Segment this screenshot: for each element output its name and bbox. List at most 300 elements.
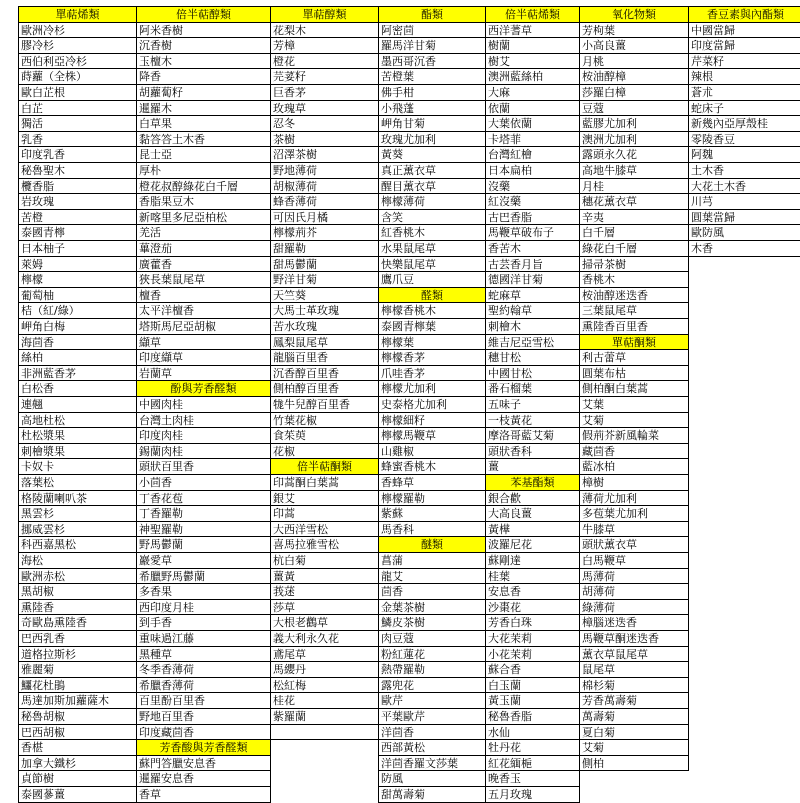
table-cell: 野洋甘菊 xyxy=(270,271,379,288)
table-cell: 辛夷 xyxy=(579,209,689,226)
table-cell: 橙花 xyxy=(270,53,379,70)
table-cell: 中國當歸 xyxy=(688,22,800,39)
table-cell: 鼠尾草 xyxy=(579,661,689,678)
table-cell: 熱帶羅勒 xyxy=(378,661,486,678)
table-cell: 百里酚百里香 xyxy=(136,692,271,709)
table-cell: 紫羅蘭 xyxy=(270,708,379,725)
table-cell: 聖約翰草 xyxy=(485,302,580,319)
table-cell: 秘魯香脂 xyxy=(485,708,580,725)
table-cell: 桂葉 xyxy=(485,568,580,585)
table-cell: 野地薄荷 xyxy=(270,162,379,179)
table-cell: 樹艾 xyxy=(485,53,580,70)
table-cell: 岩玫瑰 xyxy=(18,193,137,210)
category-header: 醚類 xyxy=(378,536,486,553)
table-cell: 馬鞭草酮迷迭香 xyxy=(579,630,689,647)
table-cell: 丁香羅勒 xyxy=(136,505,271,522)
table-cell: 台灣土肉桂 xyxy=(136,412,271,429)
table-cell: 假荊芥新風輪菜 xyxy=(579,427,689,444)
table-cell: 蘇剛達 xyxy=(485,552,580,569)
table-cell: 小花茉莉 xyxy=(485,646,580,663)
table-cell: 多苞葉尤加利 xyxy=(579,505,689,522)
table-cell: 防風 xyxy=(378,770,486,787)
category-header: 酚與芳香醛類 xyxy=(136,380,271,397)
table-cell: 雅麗菊 xyxy=(18,661,137,678)
table-cell: 肉豆蔻 xyxy=(378,630,486,647)
table-cell: 檸檬荊芥 xyxy=(270,224,379,241)
table-cell: 加拿大鐵杉 xyxy=(18,755,137,772)
table-cell: 野馬鬱蘭 xyxy=(136,536,271,553)
category-header: 芳香酸與芳香醛類 xyxy=(136,739,271,756)
table-cell: 歐防風 xyxy=(688,224,800,241)
table-cell: 黑種草 xyxy=(136,646,271,663)
table-cell: 月桃 xyxy=(579,53,689,70)
table-cell: 刺檜漿果 xyxy=(18,443,137,460)
table-cell: 茶樹 xyxy=(270,131,379,148)
table-cell: 桉油醇迷迭香 xyxy=(579,287,689,304)
table-cell: 紅花緬梔 xyxy=(485,755,580,772)
table-cell: 側柏 xyxy=(579,755,689,772)
table-cell: 洋茴香 xyxy=(378,724,486,741)
table-cell: 馬鞭草破布子 xyxy=(485,224,580,241)
table-cell: 新幾內亞厚殼桂 xyxy=(688,115,800,132)
table-cell: 巨香茅 xyxy=(270,84,379,101)
table-cell: 歐洲赤松 xyxy=(18,568,137,585)
column-header: 單萜醇類 xyxy=(270,6,379,23)
table-cell: 馬達加斯加蘿薩木 xyxy=(18,692,137,709)
table-cell: 香脂果豆木 xyxy=(136,193,271,210)
table-cell xyxy=(270,724,379,741)
table-cell: 挪威雲杉 xyxy=(18,521,137,538)
table-cell: 降香 xyxy=(136,68,271,85)
table-cell: 芳枸葉 xyxy=(579,22,689,39)
table-cell: 牛膝草 xyxy=(579,521,689,538)
table-cell: 夏白菊 xyxy=(579,724,689,741)
table-cell: 西洋蓍草 xyxy=(485,22,580,39)
table-cell: 苦水玫瑰 xyxy=(270,318,379,335)
table-cell: 竹葉花椒 xyxy=(270,412,379,429)
table-cell: 艾菊 xyxy=(579,739,689,756)
table-cell: 水果鼠尾草 xyxy=(378,240,486,257)
table-cell: 銀艾 xyxy=(270,490,379,507)
table-cell: 科西嘉黑松 xyxy=(18,536,137,553)
table-cell: 中國肉桂 xyxy=(136,396,271,413)
table-cell: 真正薰衣草 xyxy=(378,162,486,179)
table-cell: 欖香脂 xyxy=(18,178,137,195)
table-cell: 綠薄荷 xyxy=(579,599,689,616)
table-cell: 忍冬 xyxy=(270,115,379,132)
table-cell: 平葉歐芹 xyxy=(378,708,486,725)
table-cell: 西部黃松 xyxy=(378,739,486,756)
table-cell: 快樂鼠尾草 xyxy=(378,256,486,273)
table-cell: 萬壽菊 xyxy=(579,708,689,725)
table-cell: 薑黃 xyxy=(270,568,379,585)
table-cell: 桔（紅/綠） xyxy=(18,302,137,319)
table-cell: 玫瑰尤加利 xyxy=(378,131,486,148)
table-cell: 月桂 xyxy=(579,178,689,195)
table-cell: 蘇門答臘安息香 xyxy=(136,755,271,772)
table-cell: 檸檬香桃木 xyxy=(378,302,486,319)
table-cell: 小飛蓬 xyxy=(378,100,486,117)
table-cell: 海茴香 xyxy=(18,334,137,351)
table-cell: 羌活 xyxy=(136,224,271,241)
table-cell: 檸檬尤加利 xyxy=(378,380,486,397)
table-cell: 檸檬薄荷 xyxy=(378,193,486,210)
table-cell: 檸檬葉 xyxy=(378,334,486,351)
table-cell: 歐洲冷杉 xyxy=(18,22,137,39)
table-cell: 苦橙 xyxy=(18,209,137,226)
table-cell: 希臘野馬鬱蘭 xyxy=(136,568,271,585)
table-cell: 茴香 xyxy=(378,583,486,600)
table-cell: 花椒 xyxy=(270,443,379,460)
table-cell: 高地牛膝草 xyxy=(579,162,689,179)
table-cell: 川芎 xyxy=(688,193,800,210)
table-cell: 甜馬鬱蘭 xyxy=(270,256,379,273)
table-cell: 芳香白珠 xyxy=(485,614,580,631)
table-cell: 艾菊 xyxy=(579,412,689,429)
table-cell: 巴西胡椒 xyxy=(18,724,137,741)
table-cell: 可因氏月橘 xyxy=(270,209,379,226)
table-cell: 泰國青檸 xyxy=(18,224,137,241)
table-cell: 紅香桃木 xyxy=(378,224,486,241)
table-cell: 橙花叔醇綠花白千層 xyxy=(136,178,271,195)
table-cell: 丁香花苞 xyxy=(136,490,271,507)
table-cell: 義大利永久花 xyxy=(270,630,379,647)
table-cell: 香苦木 xyxy=(485,240,580,257)
table-cell: 熏陸香百里香 xyxy=(579,318,689,335)
table-cell: 龍艾 xyxy=(378,568,486,585)
category-header: 單萜酮類 xyxy=(579,334,689,351)
table-cell: 樟腦迷迭香 xyxy=(579,614,689,631)
table-cell: 蛇床子 xyxy=(688,100,800,117)
table-cell: 圓葉當歸 xyxy=(688,209,800,226)
table-cell: 古芸香月旨 xyxy=(485,256,580,273)
table-cell: 墨西哥沉香 xyxy=(378,53,486,70)
table-cell: 菖蒲 xyxy=(378,552,486,569)
table-cell: 貞節樹 xyxy=(18,770,137,787)
table-cell: 艾葉 xyxy=(579,396,689,413)
table-cell: 阿密茴 xyxy=(378,22,486,39)
table-cell: 胡蘿蔔籽 xyxy=(136,84,271,101)
table-cell: 阿魏 xyxy=(688,146,800,163)
table-cell: 日本扁柏 xyxy=(485,162,580,179)
table-cell: 白千層 xyxy=(579,224,689,241)
column-header: 倍半萜醇類 xyxy=(136,6,271,23)
table-cell: 棉杉菊 xyxy=(579,677,689,694)
table-cell: 廣藿香 xyxy=(136,256,271,273)
table-cell: 一枝黃花 xyxy=(485,412,580,429)
table-cell: 黃玉蘭 xyxy=(485,692,580,709)
table-cell: 纈草 xyxy=(136,334,271,351)
table-cell: 台灣紅檜 xyxy=(485,146,580,163)
table-cell: 錫蘭肉桂 xyxy=(136,443,271,460)
table-cell: 鱗皮茶樹 xyxy=(378,614,486,631)
table-cell: 大根老鸛草 xyxy=(270,614,379,631)
table-cell: 西伯利亞冷杉 xyxy=(18,53,137,70)
table-cell: 蘇合香 xyxy=(485,661,580,678)
table-cell: 龍腦百里香 xyxy=(270,349,379,366)
table-cell: 山雞椒 xyxy=(378,443,486,460)
table-cell: 佛手柑 xyxy=(378,84,486,101)
table-cell: 沼澤茶樹 xyxy=(270,146,379,163)
table-cell: 紫蘇 xyxy=(378,505,486,522)
table-cell: 側柏酮白葉蒿 xyxy=(579,380,689,397)
table-cell: 秘魯聖木 xyxy=(18,162,137,179)
table-cell: 卡塔菲 xyxy=(485,131,580,148)
table-cell: 藍膠尤加利 xyxy=(579,115,689,132)
table-cell: 樹蘭 xyxy=(485,37,580,54)
table-cell: 薑 xyxy=(485,458,580,475)
table-cell: 秘魯胡椒 xyxy=(18,708,137,725)
table-cell: 白玉蘭 xyxy=(485,677,580,694)
table-cell: 芳香萬壽菊 xyxy=(579,692,689,709)
table-cell: 五月玫瑰 xyxy=(485,786,580,803)
table-cell: 白馬鞭草 xyxy=(579,552,689,569)
table-cell: 岬角白梅 xyxy=(18,318,137,335)
table-cell: 白草果 xyxy=(136,115,271,132)
table-cell: 巖愛草 xyxy=(136,552,271,569)
table-cell: 薄荷尤加利 xyxy=(579,490,689,507)
table-cell: 牻牛兒醇百里香 xyxy=(270,396,379,413)
table-cell: 獨活 xyxy=(18,115,137,132)
table-cell: 胡椒薄荷 xyxy=(270,178,379,195)
table-cell: 野地百里香 xyxy=(136,708,271,725)
table-cell: 小茴香 xyxy=(136,474,271,491)
table-cell: 冬季香薄荷 xyxy=(136,661,271,678)
table-cell: 羅馬洋甘菊 xyxy=(378,37,486,54)
table-cell: 大西洋雪松 xyxy=(270,521,379,538)
table-cell: 印度當歸 xyxy=(688,37,800,54)
table-cell: 多香果 xyxy=(136,583,271,600)
table-cell: 頭狀百里香 xyxy=(136,458,271,475)
table-cell: 馬纓丹 xyxy=(270,661,379,678)
table-cell: 露頭永久花 xyxy=(579,146,689,163)
table-cell: 熏陸香 xyxy=(18,599,137,616)
table-cell: 黑雲杉 xyxy=(18,505,137,522)
table-cell: 紅沒藥 xyxy=(485,193,580,210)
table-cell: 印度藏茴香 xyxy=(136,724,271,741)
table-cell: 白芷 xyxy=(18,100,137,117)
table-cell: 暹羅安息香 xyxy=(136,770,271,787)
table-cell: 苦橙葉 xyxy=(378,68,486,85)
table-cell: 天竺葵 xyxy=(270,287,379,304)
table-cell: 晚香玉 xyxy=(485,770,580,787)
table-cell: 香草 xyxy=(136,786,271,803)
table-cell: 粉紅蓮花 xyxy=(378,646,486,663)
table-cell: 金葉茶樹 xyxy=(378,599,486,616)
table-cell: 芳樟 xyxy=(270,37,379,54)
table-cell: 暹羅木 xyxy=(136,100,271,117)
table-cell: 頭狀薰衣草 xyxy=(579,536,689,553)
table-cell: 胡薄荷 xyxy=(579,583,689,600)
table-cell: 掃帚茶樹 xyxy=(579,256,689,273)
table-cell: 穗花薰衣草 xyxy=(579,193,689,210)
table-cell: 新喀里多尼亞柏松 xyxy=(136,209,271,226)
table-cell: 高地杜松 xyxy=(18,412,137,429)
table-cell: 洋茴香羅文莎葉 xyxy=(378,755,486,772)
table-cell: 豆蔻 xyxy=(579,100,689,117)
table-cell: 蒼朮 xyxy=(688,84,800,101)
table-cell: 古巴香脂 xyxy=(485,209,580,226)
table-cell: 露兜花 xyxy=(378,677,486,694)
column-header: 氧化物類 xyxy=(579,6,689,23)
table-cell: 大麻 xyxy=(485,84,580,101)
table-cell: 印度乳香 xyxy=(18,146,137,163)
table-cell: 沉香醇百里香 xyxy=(270,365,379,382)
table-cell: 乳香 xyxy=(18,131,137,148)
table-cell: 大葉依蘭 xyxy=(485,115,580,132)
table-cell: 五味子 xyxy=(485,396,580,413)
table-cell: 膠冷杉 xyxy=(18,37,137,54)
table-cell: 食茱萸 xyxy=(270,427,379,444)
table-cell: 桂花 xyxy=(270,692,379,709)
table-cell: 印度肉桂 xyxy=(136,427,271,444)
table-cell: 松紅梅 xyxy=(270,677,379,694)
table-cell: 杜松漿果 xyxy=(18,427,137,444)
table-cell: 含笑 xyxy=(378,209,486,226)
table-cell: 岩蘭草 xyxy=(136,365,271,382)
table-cell: 沒藥 xyxy=(485,178,580,195)
table-cell: 圓葉布枯 xyxy=(579,365,689,382)
table-cell: 小高良薑 xyxy=(579,37,689,54)
table-cell: 甜羅勒 xyxy=(270,240,379,257)
table-cell: 藏茴香 xyxy=(579,443,689,460)
table-cell: 蛇麻草 xyxy=(485,287,580,304)
table-cell: 昆士亞 xyxy=(136,146,271,163)
table-cell: 希臘香薄荷 xyxy=(136,677,271,694)
table-cell: 蓽澄茄 xyxy=(136,240,271,257)
category-header: 倍半萜酮類 xyxy=(270,458,379,475)
table-cell: 海松 xyxy=(18,552,137,569)
table-cell: 連翹 xyxy=(18,396,137,413)
category-header: 苯基酯類 xyxy=(485,474,580,491)
table-cell: 鷹爪豆 xyxy=(378,271,486,288)
table-cell: 萊姆 xyxy=(18,256,137,273)
table-cell: 澳洲藍絲柏 xyxy=(485,68,580,85)
table-cell: 非洲藍香茅 xyxy=(18,365,137,382)
table-cell: 中國甘松 xyxy=(485,365,580,382)
table-cell: 甜萬壽菊 xyxy=(378,786,486,803)
table-cell: 花梨木 xyxy=(270,22,379,39)
table-cell: 莎草 xyxy=(270,599,379,616)
table-cell: 薰衣草鼠尾草 xyxy=(579,646,689,663)
table-cell: 沙棗花 xyxy=(485,599,580,616)
table-cell: 爪哇香茅 xyxy=(378,365,486,382)
table-cell: 沉香樹 xyxy=(136,37,271,54)
table-cell: 印蒿 xyxy=(270,505,379,522)
table-cell: 蜂香薄荷 xyxy=(270,193,379,210)
table-cell: 馬香科 xyxy=(378,521,486,538)
table-cell: 銀合歡 xyxy=(485,490,580,507)
table-cell: 鳶尾草 xyxy=(270,646,379,663)
table-cell: 杭白菊 xyxy=(270,552,379,569)
table-cell: 落葉松 xyxy=(18,474,137,491)
table-cell: 史泰格尤加利 xyxy=(378,396,486,413)
table-cell: 維吉尼亞雪松 xyxy=(485,334,580,351)
table-cell: 水仙 xyxy=(485,724,580,741)
table-cell: 樟樹 xyxy=(579,474,689,491)
table-cell: 喜馬拉雅雪松 xyxy=(270,536,379,553)
table-cell: 絲柏 xyxy=(18,349,137,366)
table-cell: 芫荽籽 xyxy=(270,68,379,85)
table-cell: 卡奴卡 xyxy=(18,458,137,475)
table-cell: 到手香 xyxy=(136,614,271,631)
column-header: 倍半萜烯類 xyxy=(485,6,580,23)
table-cell: 蒔蘿（全株） xyxy=(18,68,137,85)
table-cell: 格陵蘭喇叭茶 xyxy=(18,490,137,507)
table-cell: 狹長葉鼠尾草 xyxy=(136,271,271,288)
table-cell: 香桃木 xyxy=(579,271,689,288)
table-cell: 印蒿酮白葉蒿 xyxy=(270,474,379,491)
category-header: 醛類 xyxy=(378,287,486,304)
table-cell: 黑胡椒 xyxy=(18,583,137,600)
table-cell: 三葉鼠尾草 xyxy=(579,302,689,319)
table-cell: 刺檜木 xyxy=(485,318,580,335)
table-cell: 鱷花杜鵑 xyxy=(18,677,137,694)
table-cell: 利古蕾草 xyxy=(579,349,689,366)
table-cell: 摩洛哥藍艾菊 xyxy=(485,427,580,444)
table-cell: 芹菜籽 xyxy=(688,53,800,70)
table-cell: 香椹 xyxy=(18,739,137,756)
table-cell: 大馬士革玫瑰 xyxy=(270,302,379,319)
table-cell: 鳳梨鼠尾草 xyxy=(270,334,379,351)
table-cell: 大花茉莉 xyxy=(485,630,580,647)
table-cell: 玉檀木 xyxy=(136,53,271,70)
table-cell: 印度纈草 xyxy=(136,349,271,366)
table-cell: 安息香 xyxy=(485,583,580,600)
table-cell: 穗甘松 xyxy=(485,349,580,366)
table-cell: 番石榴葉 xyxy=(485,380,580,397)
table-cell: 波羅尼花 xyxy=(485,536,580,553)
table-cell: 牡丹花 xyxy=(485,739,580,756)
table-cell: 黃樺 xyxy=(485,521,580,538)
table-cell: 檸檬香茅 xyxy=(378,349,486,366)
table-cell: 莎羅白樟 xyxy=(579,84,689,101)
table-cell: 木香 xyxy=(688,240,800,257)
table-cell: 藍冰柏 xyxy=(579,458,689,475)
table-cell: 檸檬羅勒 xyxy=(378,490,486,507)
table-cell: 神聖羅勒 xyxy=(136,521,271,538)
table-cell: 檸檬細籽 xyxy=(378,412,486,429)
table-cell: 香蜂草 xyxy=(378,474,486,491)
table-cell: 檀香 xyxy=(136,287,271,304)
table-cell: 塔斯馬尼亞胡椒 xyxy=(136,318,271,335)
table-cell: 太平洋檀香 xyxy=(136,302,271,319)
table-cell: 綠花白千層 xyxy=(579,240,689,257)
table-cell: 泰國蔘薑 xyxy=(18,786,137,803)
table-cell: 日本柚子 xyxy=(18,240,137,257)
table-cell: 歐白芷根 xyxy=(18,84,137,101)
column-header: 酯類 xyxy=(378,6,486,23)
table-cell: 大高良薑 xyxy=(485,505,580,522)
table-cell: 澳洲尤加利 xyxy=(579,131,689,148)
table-cell: 依蘭 xyxy=(485,100,580,117)
table-cell: 歐芹 xyxy=(378,692,486,709)
table-cell: 德國洋甘菊 xyxy=(485,271,580,288)
table-cell: 黏答答土木香 xyxy=(136,131,271,148)
table-cell: 厚朴 xyxy=(136,162,271,179)
table-cell: 奇歐島熏陸香 xyxy=(18,614,137,631)
table-cell: 巴西乳香 xyxy=(18,630,137,647)
table-cell: 道格拉斯杉 xyxy=(18,646,137,663)
table-cell: 玫瑰草 xyxy=(270,100,379,117)
table-cell: 重味過江藤 xyxy=(136,630,271,647)
table-cell: 白松香 xyxy=(18,380,137,397)
table-cell: 辣根 xyxy=(688,68,800,85)
table-cell: 西印度月桂 xyxy=(136,599,271,616)
table-cell: 莪蒁 xyxy=(270,583,379,600)
table-cell: 側柏醇百里香 xyxy=(270,380,379,397)
column-header: 單萜烯類 xyxy=(18,6,137,23)
